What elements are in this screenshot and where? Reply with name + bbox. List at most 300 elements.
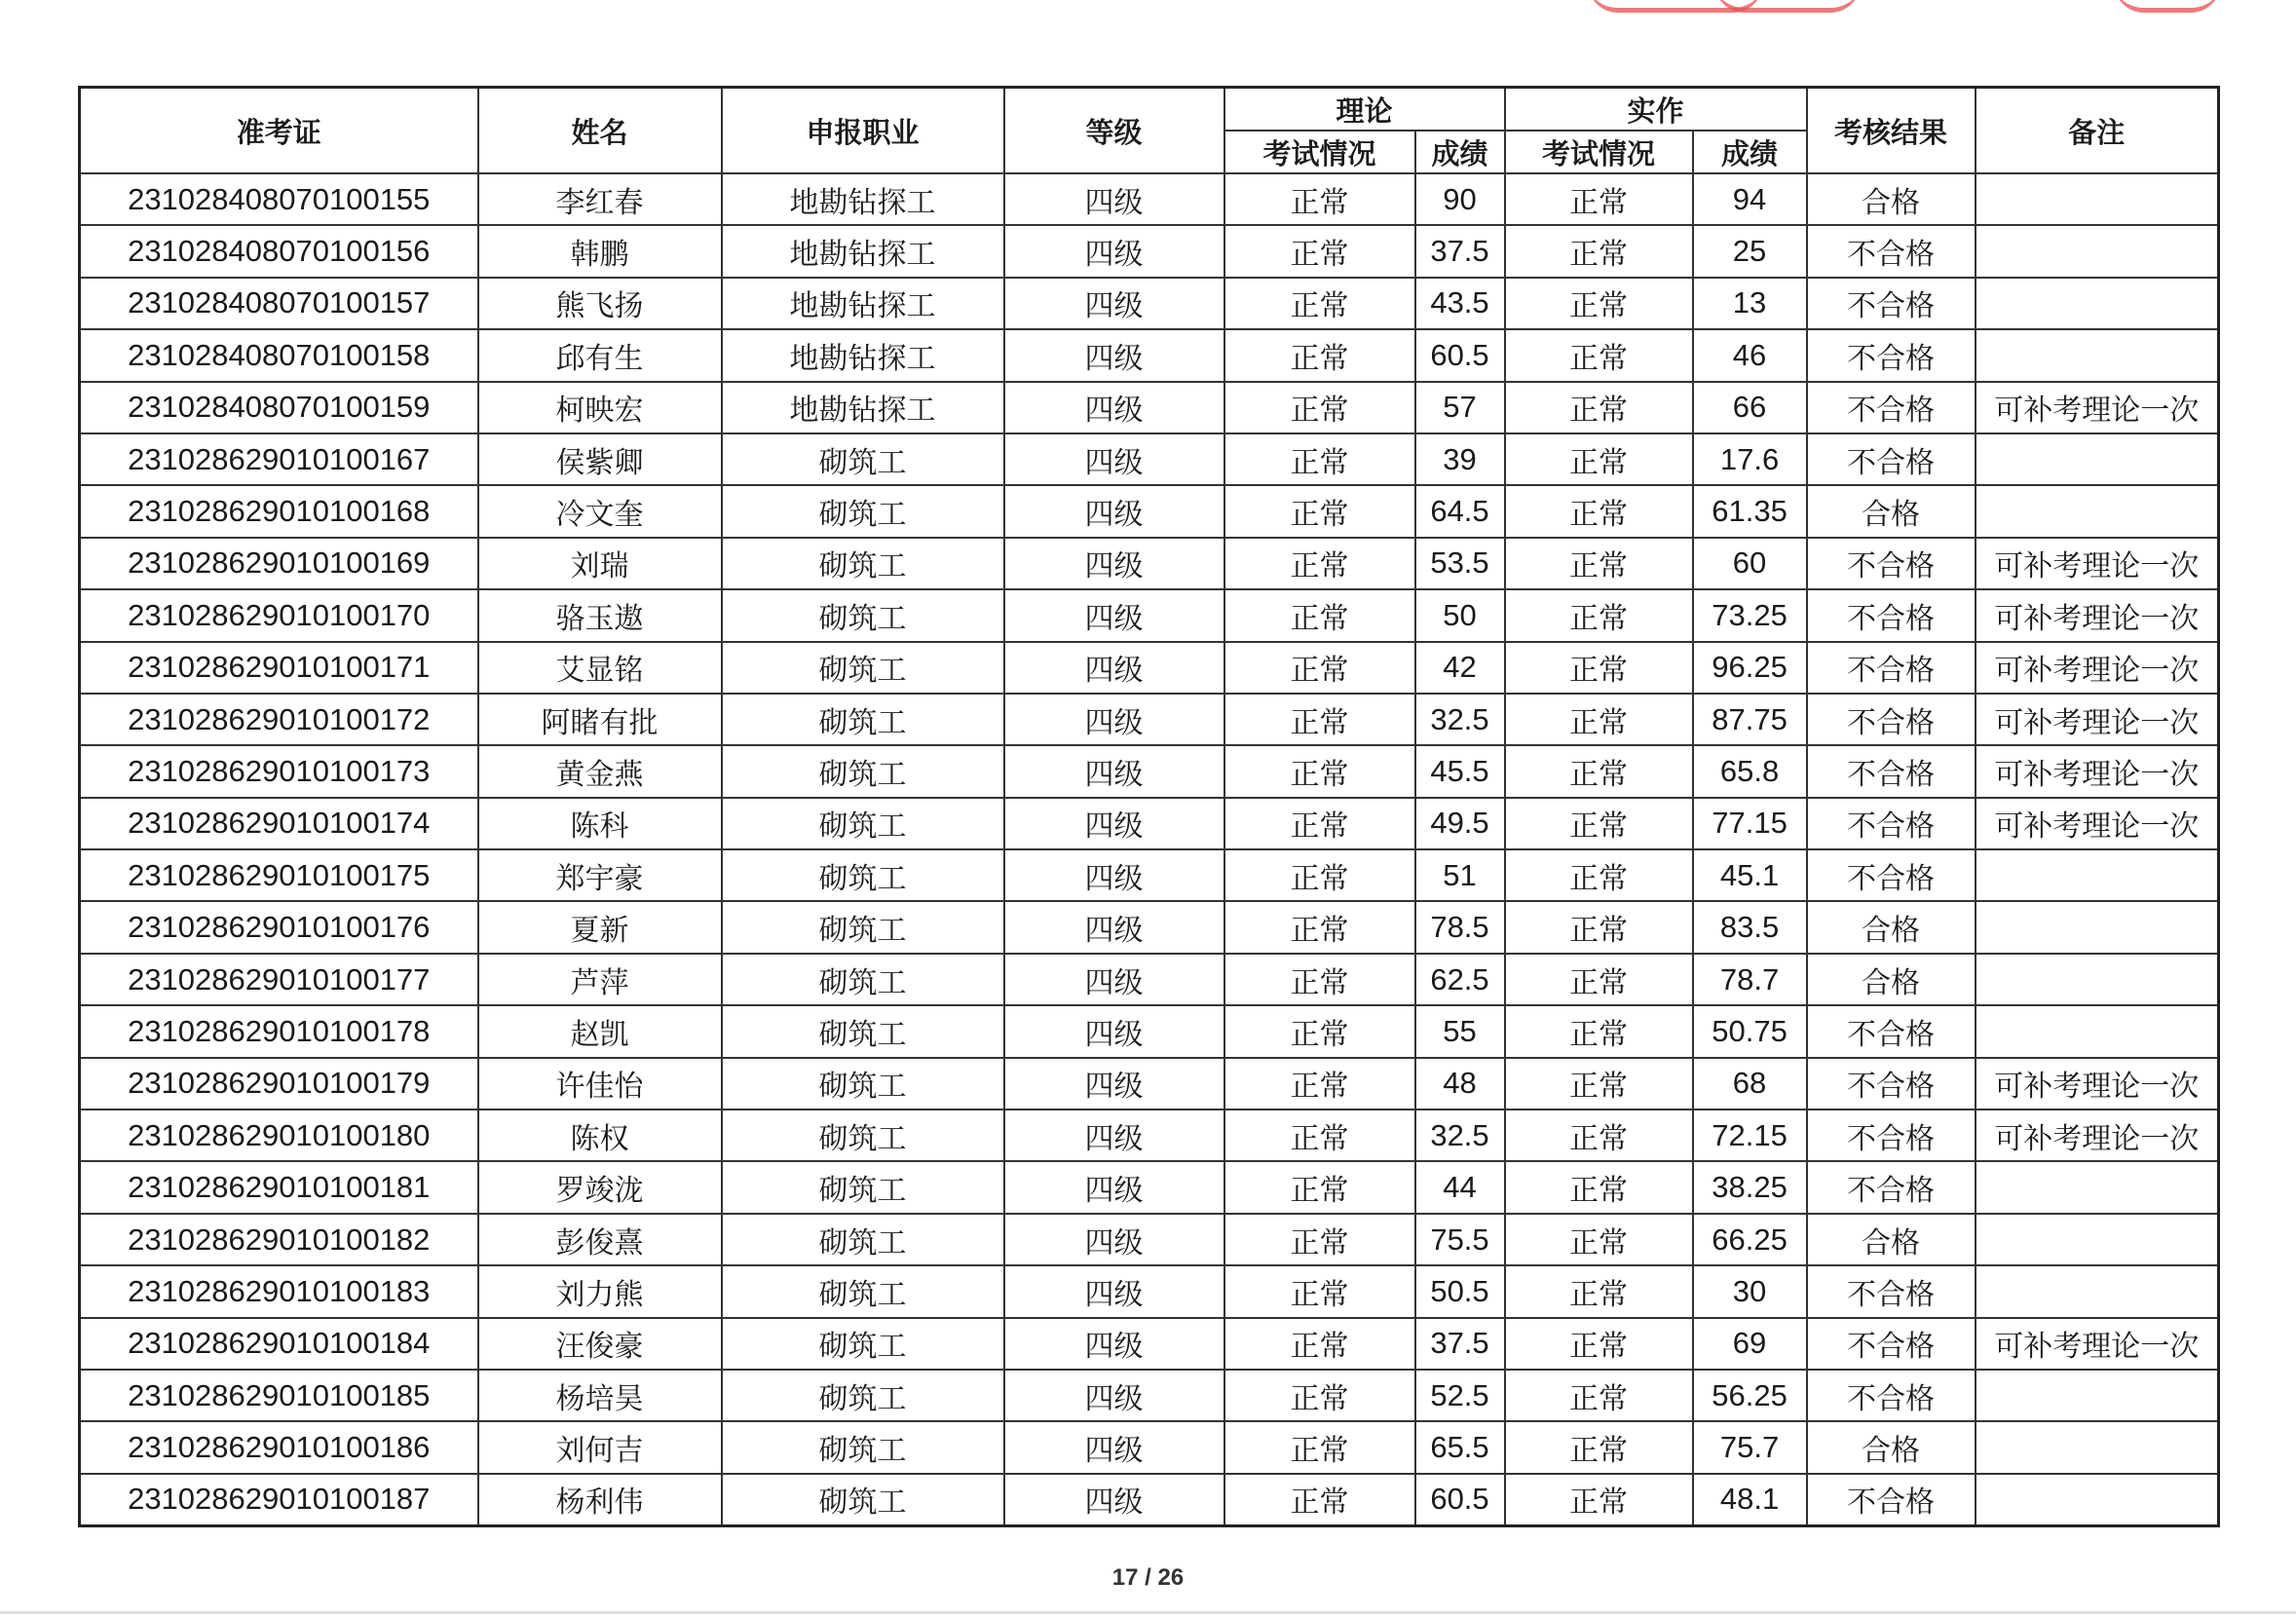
cell-result: 不合格 xyxy=(1807,849,1976,901)
cell-remark xyxy=(1976,954,2219,1005)
cell-theory-score: 32.5 xyxy=(1415,694,1505,745)
cell-theory-score: 48 xyxy=(1415,1058,1505,1109)
cell-practical-score: 45.1 xyxy=(1693,849,1807,901)
cell-ticket: 231028629010100174 xyxy=(80,798,478,849)
cell-remark xyxy=(1976,1005,2219,1057)
cell-ticket: 231028629010100185 xyxy=(80,1370,478,1421)
cell-remark xyxy=(1976,485,2219,537)
cell-result: 不合格 xyxy=(1807,1161,1976,1213)
cell-name: 侯紫卿 xyxy=(478,433,722,485)
cell-practical-status: 正常 xyxy=(1505,538,1693,589)
cell-practical-status: 正常 xyxy=(1505,1214,1693,1265)
cell-result: 不合格 xyxy=(1807,433,1976,485)
cell-result: 合格 xyxy=(1807,485,1976,537)
cell-practical-status: 正常 xyxy=(1505,173,1693,225)
cell-practical-status: 正常 xyxy=(1505,954,1693,1005)
cell-result: 不合格 xyxy=(1807,798,1976,849)
cell-practical-status: 正常 xyxy=(1505,642,1693,694)
cell-theory-status: 正常 xyxy=(1224,278,1415,329)
red-seal-fragment xyxy=(2114,0,2221,13)
table-row xyxy=(80,225,2219,277)
cell-occupation: 砌筑工 xyxy=(722,901,1004,953)
header-name: 姓名 xyxy=(478,88,722,174)
cell-result: 不合格 xyxy=(1807,382,1976,433)
cell-theory-score: 57 xyxy=(1415,382,1505,433)
cell-practical-score: 38.25 xyxy=(1693,1161,1807,1213)
cell-theory-status: 正常 xyxy=(1224,433,1415,485)
cell-ticket: 231028629010100171 xyxy=(80,642,478,694)
cell-remark xyxy=(1976,225,2219,277)
header-remark: 备注 xyxy=(1976,88,2219,174)
cell-name: 艾显铭 xyxy=(478,642,722,694)
cell-practical-status: 正常 xyxy=(1505,278,1693,329)
cell-practical-status: 正常 xyxy=(1505,1005,1693,1057)
cell-remark xyxy=(1976,1421,2219,1473)
header-result: 考核结果 xyxy=(1807,88,1976,174)
cell-result: 不合格 xyxy=(1807,1265,1976,1317)
cell-remark: 可补考理论一次 xyxy=(1976,642,2219,694)
cell-remark xyxy=(1976,1265,2219,1317)
cell-theory-score: 55 xyxy=(1415,1005,1505,1057)
header-ticket: 准考证 xyxy=(80,88,478,174)
cell-ticket: 231028629010100177 xyxy=(80,954,478,1005)
header-occupation: 申报职业 xyxy=(722,88,1004,174)
cell-name: 陈权 xyxy=(478,1109,722,1161)
cell-level: 四级 xyxy=(1004,225,1224,277)
cell-theory-score: 75.5 xyxy=(1415,1214,1505,1265)
cell-theory-score: 39 xyxy=(1415,433,1505,485)
cell-result: 合格 xyxy=(1807,901,1976,953)
cell-result: 合格 xyxy=(1807,173,1976,225)
cell-ticket: 231028629010100179 xyxy=(80,1058,478,1109)
cell-name: 夏新 xyxy=(478,901,722,953)
cell-remark: 可补考理论一次 xyxy=(1976,538,2219,589)
header-practical-status: 考试情况 xyxy=(1505,131,1693,173)
cell-level: 四级 xyxy=(1004,694,1224,745)
cell-result: 不合格 xyxy=(1807,225,1976,277)
cell-theory-status: 正常 xyxy=(1224,1421,1415,1473)
cell-remark xyxy=(1976,433,2219,485)
cell-theory-score: 43.5 xyxy=(1415,278,1505,329)
cell-theory-status: 正常 xyxy=(1224,1109,1415,1161)
cell-theory-status: 正常 xyxy=(1224,1058,1415,1109)
cell-remark xyxy=(1976,1214,2219,1265)
header-theory-score: 成绩 xyxy=(1415,131,1505,173)
cell-theory-status: 正常 xyxy=(1224,954,1415,1005)
cell-theory-score: 53.5 xyxy=(1415,538,1505,589)
cell-remark xyxy=(1976,901,2219,953)
cell-level: 四级 xyxy=(1004,485,1224,537)
cell-theory-status: 正常 xyxy=(1224,1161,1415,1213)
cell-practical-score: 87.75 xyxy=(1693,694,1807,745)
cell-name: 邱有生 xyxy=(478,329,722,381)
cell-occupation: 砌筑工 xyxy=(722,485,1004,537)
cell-name: 韩鹏 xyxy=(478,225,722,277)
cell-occupation: 砌筑工 xyxy=(722,589,1004,641)
cell-theory-score: 52.5 xyxy=(1415,1370,1505,1421)
cell-theory-score: 37.5 xyxy=(1415,225,1505,277)
cell-remark xyxy=(1976,1161,2219,1213)
cell-occupation: 砌筑工 xyxy=(722,1474,1004,1526)
cell-ticket: 231028629010100169 xyxy=(80,538,478,589)
cell-practical-status: 正常 xyxy=(1505,1474,1693,1526)
cell-level: 四级 xyxy=(1004,849,1224,901)
cell-theory-score: 44 xyxy=(1415,1161,1505,1213)
cell-ticket: 231028629010100167 xyxy=(80,433,478,485)
cell-practical-score: 56.25 xyxy=(1693,1370,1807,1421)
table-row xyxy=(80,382,2219,433)
cell-theory-score: 49.5 xyxy=(1415,798,1505,849)
cell-practical-score: 46 xyxy=(1693,329,1807,381)
cell-practical-score: 13 xyxy=(1693,278,1807,329)
header-level: 等级 xyxy=(1004,88,1224,174)
cell-occupation: 砌筑工 xyxy=(722,745,1004,797)
cell-occupation: 砌筑工 xyxy=(722,642,1004,694)
cell-level: 四级 xyxy=(1004,382,1224,433)
cell-theory-score: 51 xyxy=(1415,849,1505,901)
cell-practical-score: 48.1 xyxy=(1693,1474,1807,1526)
cell-ticket: 231028629010100172 xyxy=(80,694,478,745)
cell-name: 杨利伟 xyxy=(478,1474,722,1526)
cell-occupation: 地勘钻探工 xyxy=(722,382,1004,433)
cell-ticket: 231028629010100168 xyxy=(80,485,478,537)
cell-level: 四级 xyxy=(1004,589,1224,641)
cell-level: 四级 xyxy=(1004,278,1224,329)
cell-practical-status: 正常 xyxy=(1505,1370,1693,1421)
cell-result: 不合格 xyxy=(1807,278,1976,329)
cell-ticket: 231028629010100187 xyxy=(80,1474,478,1526)
cell-remark xyxy=(1976,1370,2219,1421)
cell-practical-status: 正常 xyxy=(1505,1161,1693,1213)
cell-theory-score: 45.5 xyxy=(1415,745,1505,797)
table-row xyxy=(80,538,2219,589)
cell-name: 郑宇豪 xyxy=(478,849,722,901)
cell-occupation: 砌筑工 xyxy=(722,1161,1004,1213)
table-row xyxy=(80,329,2219,381)
table-row xyxy=(80,485,2219,537)
cell-theory-status: 正常 xyxy=(1224,745,1415,797)
cell-practical-status: 正常 xyxy=(1505,901,1693,953)
cell-ticket: 231028408070100159 xyxy=(80,382,478,433)
cell-practical-status: 正常 xyxy=(1505,1318,1693,1370)
table-row xyxy=(80,589,2219,641)
cell-level: 四级 xyxy=(1004,538,1224,589)
cell-name: 柯映宏 xyxy=(478,382,722,433)
cell-theory-status: 正常 xyxy=(1224,1214,1415,1265)
header-practical: 实作 xyxy=(1505,88,1807,132)
cell-result: 不合格 xyxy=(1807,745,1976,797)
cell-ticket: 231028629010100186 xyxy=(80,1421,478,1473)
cell-level: 四级 xyxy=(1004,745,1224,797)
cell-theory-status: 正常 xyxy=(1224,798,1415,849)
cell-occupation: 地勘钻探工 xyxy=(722,329,1004,381)
cell-result: 不合格 xyxy=(1807,1474,1976,1526)
table-row xyxy=(80,278,2219,329)
cell-theory-status: 正常 xyxy=(1224,173,1415,225)
table-row xyxy=(80,1161,2219,1213)
cell-practical-status: 正常 xyxy=(1505,485,1693,537)
cell-practical-score: 61.35 xyxy=(1693,485,1807,537)
cell-remark: 可补考理论一次 xyxy=(1976,798,2219,849)
table-row xyxy=(80,694,2219,745)
cell-name: 杨培昊 xyxy=(478,1370,722,1421)
cell-remark: 可补考理论一次 xyxy=(1976,745,2219,797)
cell-result: 不合格 xyxy=(1807,538,1976,589)
table-row xyxy=(80,642,2219,694)
cell-occupation: 砌筑工 xyxy=(722,798,1004,849)
cell-level: 四级 xyxy=(1004,1109,1224,1161)
cell-name: 李红春 xyxy=(478,173,722,225)
cell-level: 四级 xyxy=(1004,329,1224,381)
cell-level: 四级 xyxy=(1004,1265,1224,1317)
table-row xyxy=(80,798,2219,849)
cell-occupation: 地勘钻探工 xyxy=(722,225,1004,277)
red-seal-fragment xyxy=(1714,0,1861,13)
cell-practical-status: 正常 xyxy=(1505,798,1693,849)
table-row xyxy=(80,1058,2219,1109)
cell-remark: 可补考理论一次 xyxy=(1976,1058,2219,1109)
cell-theory-status: 正常 xyxy=(1224,849,1415,901)
cell-practical-status: 正常 xyxy=(1505,745,1693,797)
cell-remark: 可补考理论一次 xyxy=(1976,382,2219,433)
results-table xyxy=(78,86,2220,1527)
cell-practical-status: 正常 xyxy=(1505,589,1693,641)
cell-practical-score: 50.75 xyxy=(1693,1005,1807,1057)
cell-theory-status: 正常 xyxy=(1224,225,1415,277)
header-theory-status: 考试情况 xyxy=(1224,131,1415,173)
cell-theory-score: 64.5 xyxy=(1415,485,1505,537)
cell-result: 不合格 xyxy=(1807,329,1976,381)
cell-ticket: 231028629010100175 xyxy=(80,849,478,901)
cell-remark: 可补考理论一次 xyxy=(1976,589,2219,641)
cell-occupation: 砌筑工 xyxy=(722,1005,1004,1057)
cell-result: 不合格 xyxy=(1807,1370,1976,1421)
cell-theory-status: 正常 xyxy=(1224,538,1415,589)
header-theory: 理论 xyxy=(1224,88,1505,132)
cell-name: 骆玉遨 xyxy=(478,589,722,641)
cell-level: 四级 xyxy=(1004,1370,1224,1421)
cell-ticket: 231028629010100170 xyxy=(80,589,478,641)
cell-level: 四级 xyxy=(1004,1474,1224,1526)
cell-theory-status: 正常 xyxy=(1224,694,1415,745)
cell-level: 四级 xyxy=(1004,1161,1224,1213)
table-row xyxy=(80,1421,2219,1473)
cell-remark xyxy=(1976,329,2219,381)
cell-name: 赵凯 xyxy=(478,1005,722,1057)
cell-practical-status: 正常 xyxy=(1505,1109,1693,1161)
cell-theory-score: 50.5 xyxy=(1415,1265,1505,1317)
cell-level: 四级 xyxy=(1004,1058,1224,1109)
cell-occupation: 砌筑工 xyxy=(722,538,1004,589)
cell-result: 合格 xyxy=(1807,1421,1976,1473)
cell-practical-score: 73.25 xyxy=(1693,589,1807,641)
table-row xyxy=(80,1005,2219,1057)
cell-practical-score: 30 xyxy=(1693,1265,1807,1317)
cell-ticket: 231028629010100176 xyxy=(80,901,478,953)
cell-remark xyxy=(1976,278,2219,329)
cell-practical-score: 65.8 xyxy=(1693,745,1807,797)
cell-theory-score: 62.5 xyxy=(1415,954,1505,1005)
cell-level: 四级 xyxy=(1004,1005,1224,1057)
table-row xyxy=(80,1474,2219,1526)
cell-occupation: 砌筑工 xyxy=(722,954,1004,1005)
cell-name: 冷文奎 xyxy=(478,485,722,537)
cell-ticket: 231028629010100180 xyxy=(80,1109,478,1161)
cell-practical-status: 正常 xyxy=(1505,1058,1693,1109)
table-row xyxy=(80,1370,2219,1421)
cell-name: 许佳怡 xyxy=(478,1058,722,1109)
cell-theory-status: 正常 xyxy=(1224,589,1415,641)
cell-practical-score: 96.25 xyxy=(1693,642,1807,694)
cell-ticket: 231028629010100183 xyxy=(80,1265,478,1317)
cell-occupation: 砌筑工 xyxy=(722,433,1004,485)
cell-name: 罗竣泷 xyxy=(478,1161,722,1213)
table-row xyxy=(80,954,2219,1005)
cell-theory-status: 正常 xyxy=(1224,1265,1415,1317)
cell-result: 不合格 xyxy=(1807,642,1976,694)
cell-name: 汪俊豪 xyxy=(478,1318,722,1370)
cell-theory-score: 78.5 xyxy=(1415,901,1505,953)
table-row xyxy=(80,1265,2219,1317)
cell-occupation: 地勘钻探工 xyxy=(722,278,1004,329)
table-row xyxy=(80,1214,2219,1265)
cell-remark: 可补考理论一次 xyxy=(1976,1318,2219,1370)
cell-practical-status: 正常 xyxy=(1505,329,1693,381)
cell-practical-score: 83.5 xyxy=(1693,901,1807,953)
cell-practical-score: 60 xyxy=(1693,538,1807,589)
cell-theory-score: 32.5 xyxy=(1415,1109,1505,1161)
cell-result: 不合格 xyxy=(1807,1058,1976,1109)
cell-ticket: 231028408070100156 xyxy=(80,225,478,277)
cell-level: 四级 xyxy=(1004,173,1224,225)
cell-ticket: 231028408070100155 xyxy=(80,173,478,225)
cell-occupation: 砌筑工 xyxy=(722,1421,1004,1473)
cell-ticket: 231028629010100184 xyxy=(80,1318,478,1370)
cell-practical-status: 正常 xyxy=(1505,1421,1693,1473)
cell-theory-status: 正常 xyxy=(1224,901,1415,953)
cell-practical-status: 正常 xyxy=(1505,382,1693,433)
table-row xyxy=(80,849,2219,901)
cell-level: 四级 xyxy=(1004,1214,1224,1265)
cell-name: 芦萍 xyxy=(478,954,722,1005)
cell-theory-status: 正常 xyxy=(1224,382,1415,433)
cell-occupation: 砌筑工 xyxy=(722,1214,1004,1265)
cell-theory-status: 正常 xyxy=(1224,1318,1415,1370)
cell-remark: 可补考理论一次 xyxy=(1976,1109,2219,1161)
cell-theory-score: 65.5 xyxy=(1415,1421,1505,1473)
table-row xyxy=(80,1318,2219,1370)
cell-name: 刘何吉 xyxy=(478,1421,722,1473)
cell-ticket: 231028629010100178 xyxy=(80,1005,478,1057)
cell-occupation: 砌筑工 xyxy=(722,1058,1004,1109)
cell-level: 四级 xyxy=(1004,954,1224,1005)
cell-practical-status: 正常 xyxy=(1505,225,1693,277)
cell-practical-score: 68 xyxy=(1693,1058,1807,1109)
cell-name: 刘瑞 xyxy=(478,538,722,589)
cell-theory-score: 60.5 xyxy=(1415,329,1505,381)
cell-theory-score: 90 xyxy=(1415,173,1505,225)
cell-remark xyxy=(1976,173,2219,225)
cell-name: 刘力熊 xyxy=(478,1265,722,1317)
cell-theory-status: 正常 xyxy=(1224,1005,1415,1057)
cell-result: 不合格 xyxy=(1807,589,1976,641)
cell-ticket: 231028408070100157 xyxy=(80,278,478,329)
cell-theory-status: 正常 xyxy=(1224,485,1415,537)
cell-name: 熊飞扬 xyxy=(478,278,722,329)
cell-occupation: 砌筑工 xyxy=(722,1318,1004,1370)
cell-practical-score: 66.25 xyxy=(1693,1214,1807,1265)
cell-level: 四级 xyxy=(1004,901,1224,953)
results-table-body xyxy=(80,173,2219,1526)
cell-remark xyxy=(1976,849,2219,901)
cell-practical-score: 78.7 xyxy=(1693,954,1807,1005)
cell-result: 不合格 xyxy=(1807,1109,1976,1161)
cell-theory-score: 42 xyxy=(1415,642,1505,694)
scan-edge-divider xyxy=(0,1611,2296,1614)
table-row xyxy=(80,745,2219,797)
cell-name: 阿睹有批 xyxy=(478,694,722,745)
cell-ticket: 231028629010100173 xyxy=(80,745,478,797)
cell-theory-score: 50 xyxy=(1415,589,1505,641)
cell-level: 四级 xyxy=(1004,642,1224,694)
cell-practical-score: 75.7 xyxy=(1693,1421,1807,1473)
cell-level: 四级 xyxy=(1004,798,1224,849)
page-number: 17 / 26 xyxy=(1111,1564,1185,1591)
cell-occupation: 砌筑工 xyxy=(722,849,1004,901)
cell-practical-status: 正常 xyxy=(1505,1265,1693,1317)
table-row xyxy=(80,1109,2219,1161)
cell-name: 黄金燕 xyxy=(478,745,722,797)
table-row xyxy=(80,901,2219,953)
header-practical-score: 成绩 xyxy=(1693,131,1807,173)
cell-theory-score: 37.5 xyxy=(1415,1318,1505,1370)
cell-occupation: 砌筑工 xyxy=(722,694,1004,745)
results-table-container xyxy=(78,86,2217,1527)
cell-result: 不合格 xyxy=(1807,1318,1976,1370)
cell-practical-score: 69 xyxy=(1693,1318,1807,1370)
cell-practical-status: 正常 xyxy=(1505,849,1693,901)
table-row xyxy=(80,433,2219,485)
cell-theory-status: 正常 xyxy=(1224,1474,1415,1526)
cell-result: 不合格 xyxy=(1807,1005,1976,1057)
cell-theory-status: 正常 xyxy=(1224,329,1415,381)
cell-practical-score: 17.6 xyxy=(1693,433,1807,485)
cell-result: 不合格 xyxy=(1807,694,1976,745)
cell-result: 合格 xyxy=(1807,954,1976,1005)
cell-level: 四级 xyxy=(1004,1421,1224,1473)
cell-remark xyxy=(1976,1474,2219,1526)
cell-level: 四级 xyxy=(1004,433,1224,485)
cell-ticket: 231028408070100158 xyxy=(80,329,478,381)
cell-level: 四级 xyxy=(1004,1318,1224,1370)
cell-practical-score: 66 xyxy=(1693,382,1807,433)
cell-occupation: 砌筑工 xyxy=(722,1370,1004,1421)
cell-practical-status: 正常 xyxy=(1505,433,1693,485)
cell-result: 合格 xyxy=(1807,1214,1976,1265)
cell-occupation: 砌筑工 xyxy=(722,1265,1004,1317)
cell-remark: 可补考理论一次 xyxy=(1976,694,2219,745)
cell-practical-status: 正常 xyxy=(1505,694,1693,745)
cell-ticket: 231028629010100182 xyxy=(80,1214,478,1265)
cell-theory-status: 正常 xyxy=(1224,642,1415,694)
cell-name: 陈科 xyxy=(478,798,722,849)
cell-occupation: 地勘钻探工 xyxy=(722,173,1004,225)
cell-practical-score: 94 xyxy=(1693,173,1807,225)
cell-theory-score: 60.5 xyxy=(1415,1474,1505,1526)
cell-theory-status: 正常 xyxy=(1224,1370,1415,1421)
cell-practical-score: 77.15 xyxy=(1693,798,1807,849)
table-row xyxy=(80,173,2219,225)
